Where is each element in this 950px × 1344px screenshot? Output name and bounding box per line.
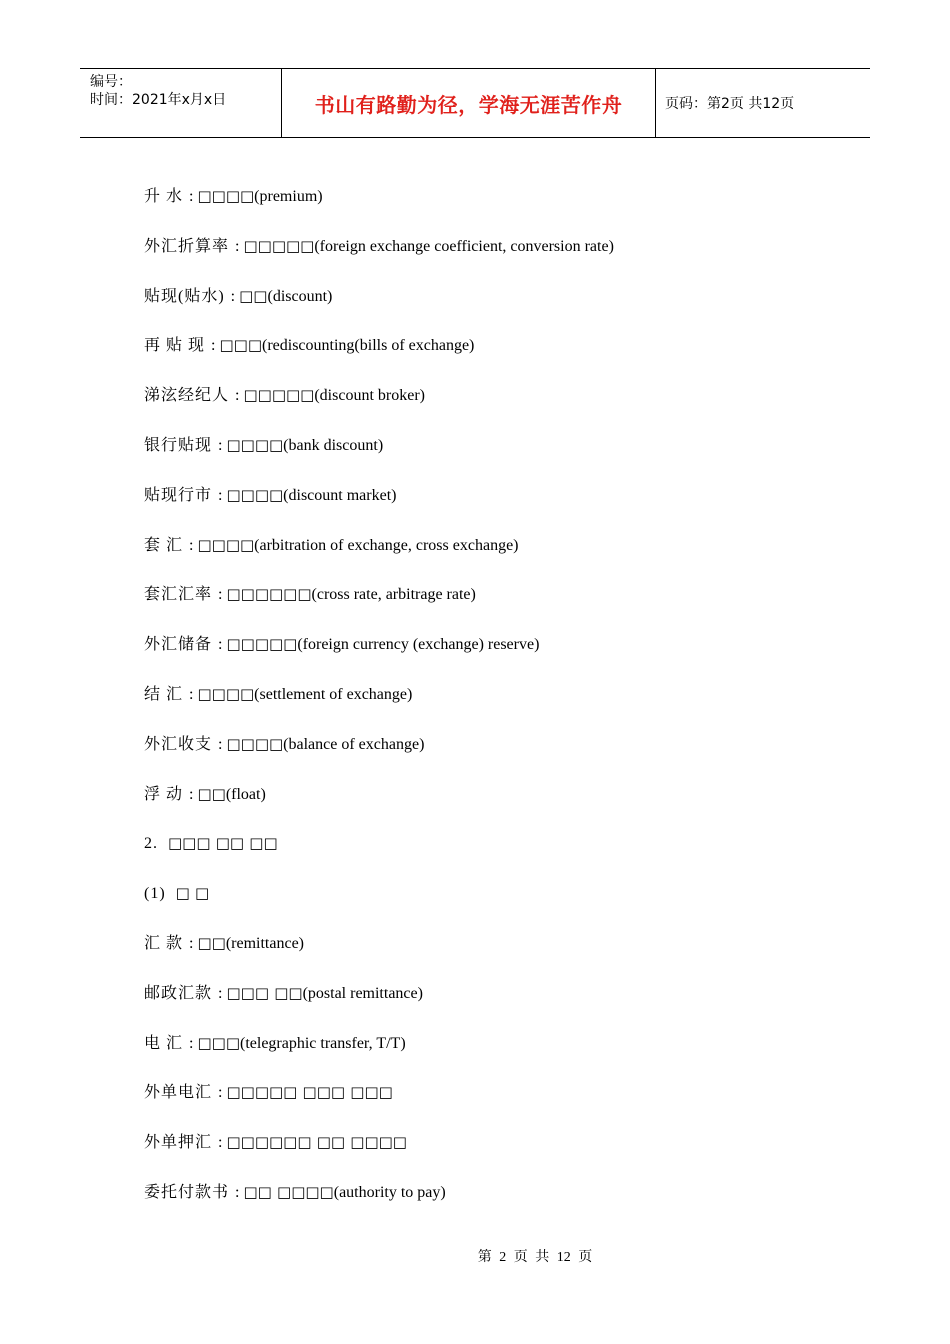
entry-definition: □□□	[197, 1033, 240, 1052]
entry-separator: :	[189, 934, 194, 952]
entry-definition: □□□□	[197, 535, 255, 554]
entry-term: 升 水	[144, 188, 184, 205]
footer-page-number: 第 2 页 共 12 页	[477, 1250, 593, 1265]
entry-separator: :	[230, 287, 236, 305]
entry-term: 贴现(贴水)	[144, 287, 225, 305]
entry-term: 汇 款	[144, 934, 184, 952]
entry-separator: :	[218, 586, 223, 604]
entry-definition: □□	[197, 784, 226, 803]
code-label: 编号：	[90, 74, 132, 90]
header-page-cell	[655, 69, 870, 137]
entry-english: (rediscounting(bills of exchange)	[262, 337, 475, 355]
entry-definition: □□□	[219, 336, 262, 355]
entry-term: 外单电汇	[144, 1084, 213, 1102]
entry-definition: □□	[239, 286, 268, 305]
glossary-entry	[144, 1030, 864, 1080]
glossary-entry	[144, 332, 864, 382]
entry-term: 外汇储备	[144, 636, 213, 654]
entry-separator: :	[189, 1034, 194, 1052]
entry-term: 电 汇	[144, 1034, 184, 1052]
entry-english: (discount market)	[283, 486, 397, 504]
glossary-entry	[144, 1079, 864, 1129]
entry-definition: □□ □□□□	[243, 1182, 334, 1201]
entry-english: (telegraphic transfer, T/T)	[240, 1034, 406, 1052]
header-motto-cell	[281, 69, 656, 137]
entry-term: 外汇收支	[144, 735, 213, 753]
entry-definition: □□□□□ □□□ □□□	[226, 1083, 393, 1102]
entry-separator: :	[211, 337, 216, 355]
entry-definition: □□□□	[226, 435, 284, 454]
entry-definition: □□□□□□ □□ □□□□	[226, 1133, 407, 1152]
entry-definition: □□□□□□	[226, 585, 312, 604]
entry-term: 贴现行市	[144, 486, 213, 504]
date-label: 时间：2021年x月x日	[90, 92, 227, 108]
header-meta	[80, 69, 280, 137]
glossary-list	[144, 183, 864, 1229]
entry-separator: :	[189, 536, 194, 554]
entry-separator: :	[218, 1134, 223, 1152]
entry-english: (discount)	[267, 287, 333, 305]
entry-term: 银行贴现	[144, 436, 213, 454]
entry-term: 2.	[144, 835, 158, 853]
entry-term: 外汇折算率	[144, 237, 230, 255]
glossary-entry	[144, 432, 864, 482]
entry-english: (arbitration of exchange, cross exchange)	[254, 536, 519, 554]
glossary-entry	[144, 581, 864, 631]
entry-definition: □□□ □□	[226, 983, 303, 1002]
page-footer	[0, 1246, 950, 1266]
entry-english: (postal remittance)	[302, 984, 423, 1002]
entry-separator: :	[218, 1084, 223, 1102]
entry-english: (settlement of exchange)	[254, 685, 413, 703]
entry-term: 套汇汇率	[144, 586, 213, 604]
motto: 书山有路勤为径，学海无涯苦作舟	[314, 92, 623, 117]
glossary-entry	[144, 631, 864, 681]
entry-separator: :	[235, 1183, 240, 1201]
entry-separator: :	[218, 984, 223, 1002]
entry-separator: :	[189, 785, 194, 803]
entry-separator: :	[218, 436, 223, 454]
entry-definition: □□□□	[197, 187, 255, 205]
entry-definition: □□□□	[226, 485, 284, 504]
glossary-entry	[144, 1129, 864, 1179]
glossary-entry	[144, 532, 864, 582]
entry-term: 套 汇	[144, 536, 184, 554]
glossary-entry	[144, 1179, 864, 1229]
entry-separator: :	[235, 387, 240, 405]
entry-term: 外单押汇	[144, 1134, 213, 1152]
entry-separator: :	[218, 486, 223, 504]
glossary-entry	[144, 382, 864, 432]
glossary-entry	[144, 880, 864, 930]
entry-definition: □□□□□	[226, 635, 298, 654]
entry-term: (1)	[144, 885, 166, 903]
entry-separator: :	[189, 685, 194, 703]
glossary-entry	[144, 283, 864, 333]
entry-separator: :	[235, 237, 240, 255]
entry-english: (balance of exchange)	[283, 735, 425, 753]
entry-english: (foreign currency (exchange) reserve)	[297, 636, 540, 654]
entry-term: 邮政汇款	[144, 984, 213, 1002]
entry-definition: □□	[197, 933, 226, 952]
entry-english: (bank discount)	[283, 436, 384, 454]
entry-separator: :	[218, 735, 223, 753]
entry-term: 委托付款书	[144, 1183, 230, 1201]
glossary-entry	[144, 830, 864, 880]
glossary-entry	[144, 681, 864, 731]
glossary-entry	[144, 980, 864, 1030]
entry-term: 结 汇	[144, 685, 184, 703]
entry-term: 涕泫经纪人	[144, 387, 230, 405]
entry-english: (float)	[225, 785, 266, 803]
entry-definition: □□□□	[226, 734, 284, 753]
entry-definition: □□□□	[197, 684, 255, 703]
entry-english: (remittance)	[225, 934, 304, 952]
glossary-entry	[144, 183, 864, 233]
entry-english: (premium)	[254, 188, 323, 205]
glossary-entry	[144, 930, 864, 980]
entry-english: (authority to pay)	[333, 1183, 446, 1201]
page-header	[80, 68, 870, 138]
entry-english: (cross rate, arbitrage rate)	[311, 586, 476, 604]
page-number-label: 页码：第2页 共12页	[665, 96, 795, 112]
entry-definition: □ □	[175, 884, 210, 903]
entry-term: 浮 动	[144, 785, 184, 803]
entry-definition: □□□ □□ □□	[168, 834, 278, 853]
glossary-entry	[144, 731, 864, 781]
entry-term: 再 贴 现	[144, 337, 206, 355]
glossary-entry	[144, 482, 864, 532]
entry-separator: :	[218, 636, 223, 654]
entry-definition: □□□□□	[243, 236, 315, 255]
glossary-entry	[144, 233, 864, 283]
entry-definition: □□□□□	[243, 386, 315, 405]
entry-separator: :	[189, 188, 194, 205]
entry-english: (discount broker)	[314, 387, 425, 405]
glossary-entry	[144, 781, 864, 831]
entry-english: (foreign exchange coefficient, conversion rate)	[314, 237, 614, 255]
